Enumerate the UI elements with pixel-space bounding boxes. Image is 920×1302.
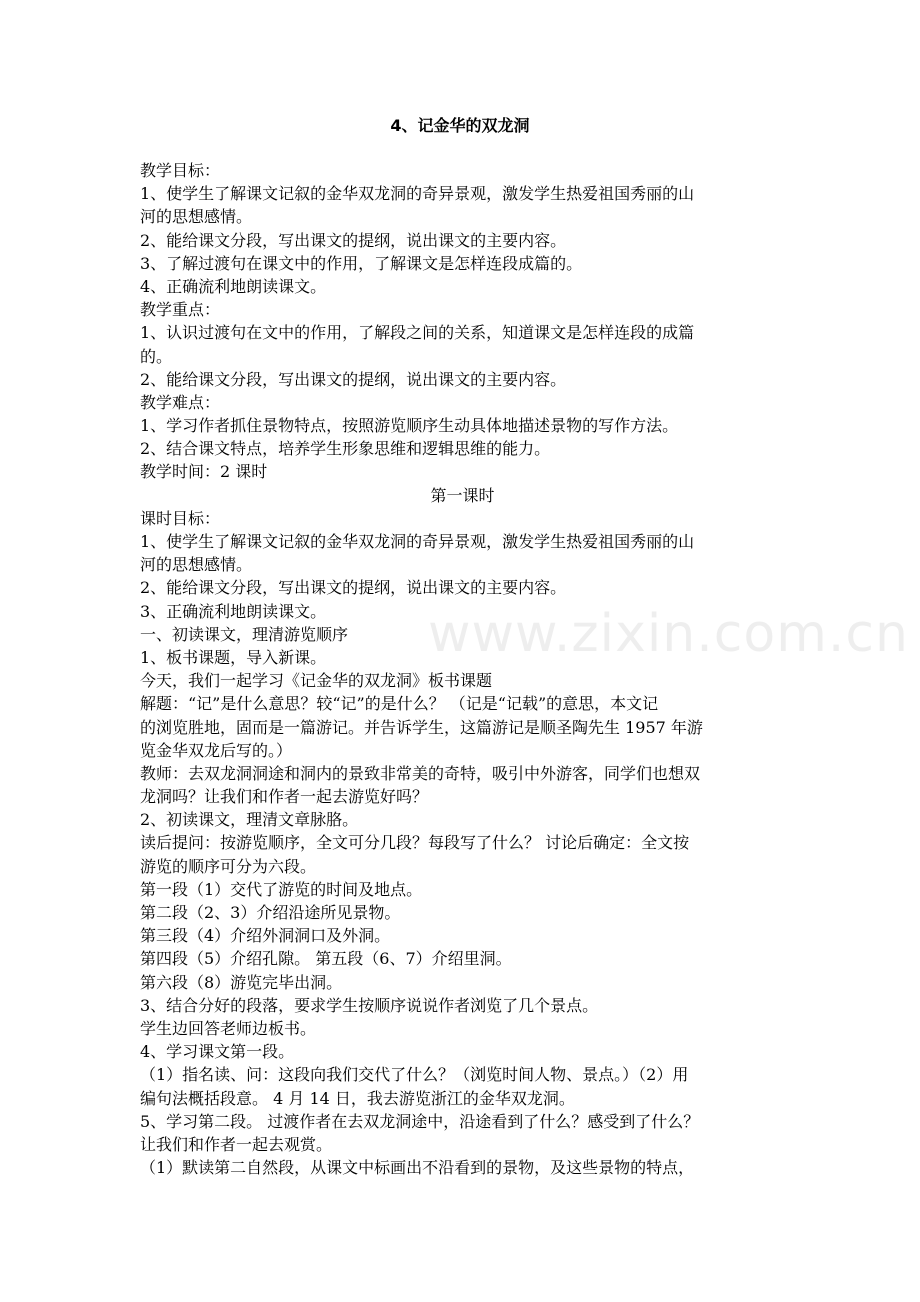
- text-line: 游览的顺序可分为六段。: [140, 856, 317, 876]
- text-line: 2、能给课文分段，写出课文的提纲，说出课文的主要内容。: [140, 369, 567, 389]
- text-line: 第六段（8）游览完毕出洞。: [140, 972, 343, 992]
- text-line: 第二段（2、3）介绍沿途所见景物。: [140, 903, 401, 922]
- text-line: 1、认识过渡句在文中的作用，了解段之间的关系，知道课文是怎样连段的成篇: [140, 323, 695, 343]
- text-line: 2、能给课文分段，写出课文的提纲，说出课文的主要内容。: [140, 578, 567, 598]
- text-line: 的。: [140, 346, 173, 366]
- text-line: 3、正确流利地朗读课文。: [140, 601, 327, 621]
- text-line: 4、正确流利地朗读课文。: [140, 276, 327, 296]
- text-line: 一、初读课文，理清游览顺序: [140, 624, 349, 644]
- text-line: 2、结合课文特点，培养学生形象思维和逻辑思维的能力。: [140, 439, 551, 459]
- text-line: 第一段（1）交代了游览的时间及地点。: [140, 879, 423, 899]
- text-line: （1）指名读、问：这段向我们交代了什么？（浏览时间人物、景点。）（2）用: [140, 1065, 689, 1085]
- text-line: 5、学习第二段。 过渡作者在去双龙洞途中，沿途看到了什么？感受到了什么？: [140, 1111, 700, 1131]
- document-body: [140, 159, 785, 1179]
- text-line: 2、能给课文分段，写出课文的提纲，说出课文的主要内容。: [140, 230, 567, 250]
- text-line: 解题：“记”是什么意思？较“记”的是什么？ （记是“记载”的意思，本文记: [140, 694, 659, 714]
- text-line: 的浏览胜地，固而是一篇游记。并告诉学生，这篇游记是顺圣陶先生 1957 年游: [140, 717, 703, 737]
- text-line: 1、使学生了解课文记叙的金华双龙洞的奇异景观，激发学生热爱祖国秀丽的山: [140, 184, 695, 204]
- text-line: 课时目标：: [140, 508, 221, 528]
- text-line: 1、使学生了解课文记叙的金华双龙洞的奇异景观，激发学生热爱祖国秀丽的山: [140, 532, 695, 551]
- text-line: 河的思想感情。: [140, 555, 253, 575]
- text-line: 3、结合分好的段落，要求学生按顺序说说作者浏览了几个景点。: [140, 995, 599, 1015]
- text-line: 2、初读课文，理清文章脉胳。: [140, 810, 359, 830]
- text-line: 龙洞吗？让我们和作者一起去游览好吗？: [140, 787, 429, 807]
- text-line: 览金华双龙后写的。）: [140, 740, 293, 760]
- text-line: 第四段（5）介绍孔隙。 第五段（6、7）介绍里洞。: [140, 949, 512, 969]
- text-line: 3、了解过渡句在课文中的作用，了解课文是怎样连段成篇的。: [140, 253, 583, 273]
- watermark: www.zixin.com.cn: [428, 604, 909, 664]
- text-line: 编句法概括段意。 4 月 14 日，我去游览浙江的金华双龙洞。: [140, 1088, 575, 1108]
- page-title: 4、记金华的双龙洞: [390, 116, 530, 135]
- text-line: 教学时间：2 课时: [140, 462, 268, 482]
- text-line: 让我们和作者一起去观赏。: [140, 1134, 333, 1154]
- text-line: 教学重点：: [140, 300, 221, 320]
- text-line: 教学难点：: [140, 392, 221, 412]
- text-line: 学生边回答老师边板书。: [140, 1018, 317, 1038]
- section-heading: 第一课时: [430, 485, 495, 505]
- text-line: 1、板书课题，导入新课。: [140, 647, 327, 667]
- text-line: 1、学习作者抓住景物特点，按照游览顺序生动具体地描述景物的写作方法。: [140, 416, 679, 436]
- text-line: 今天，我们一起学习《记金华的双龙洞》板书课题: [140, 671, 493, 691]
- text-line: 河的思想感情。: [140, 207, 253, 227]
- text-line: 4、学习课文第一段。: [140, 1042, 295, 1062]
- text-line: 教学目标：: [140, 161, 221, 180]
- text-line: 读后提问：按游览顺序，全文可分几段？每段写了什么？ 讨论后确定：全文按: [140, 833, 690, 853]
- text-line: 教师：去双龙洞洞途和洞内的景致非常美的奇特，吸引中外游客，同学们也想双: [140, 763, 701, 783]
- text-line: 第三段（4）介绍外洞洞口及外洞。: [140, 926, 391, 946]
- text-line: （1）默读第二自然段，从课文中标画出不沿看到的景物，及这些景物的特点，: [140, 1158, 695, 1178]
